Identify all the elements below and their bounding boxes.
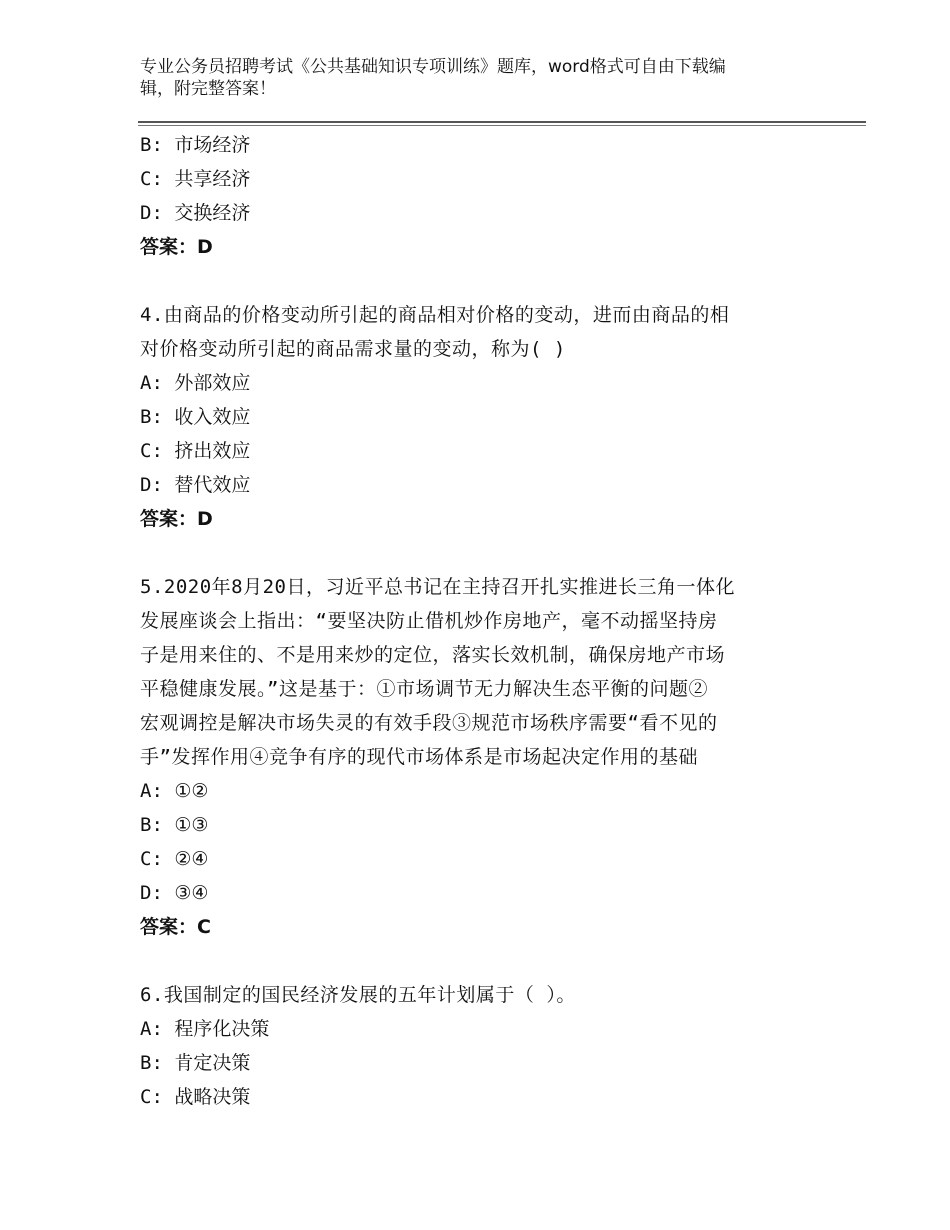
stem-line: 5.2020年8月20日，习近平总书记在主持召开扎实推进长三角一体化 <box>140 576 735 598</box>
question-content <box>140 128 820 1114</box>
spacer <box>140 944 820 978</box>
stem-line: 子是用来住的、不是用来炒的定位，落实长效机制，确保房地产市场 <box>140 644 726 666</box>
stem-line: 发展座谈会上指出：“要坚决防止借机炒作房地产，毫不动摇坚持房 <box>140 610 718 632</box>
option-b: B: 肯定决策 <box>140 1052 251 1074</box>
question-stem <box>140 978 820 1012</box>
stem-line: 宏观调控是解决市场失灵的有效手段③规范市场秩序需要“看不见的 <box>140 712 718 734</box>
option-c: C: 挤出效应 <box>140 440 251 462</box>
spacer <box>140 536 820 570</box>
question-stem <box>140 298 820 366</box>
option-c: C: 战略决策 <box>140 1086 251 1108</box>
option-d: D: 交换经济 <box>140 202 251 224</box>
option-b: B: ①③ <box>140 814 209 836</box>
stem-line: 4.由商品的价格变动所引起的商品相对价格的变动，进而由商品的相 <box>140 304 730 326</box>
question-3-tail <box>140 128 820 264</box>
answer: 答案：D <box>140 236 213 258</box>
page-header <box>140 56 800 100</box>
stem-line: 6.我国制定的国民经济发展的五年计划属于（ ）。 <box>140 984 576 1006</box>
stem-line: 平稳健康发展。”这是基于：①市场调节无力解决生态平衡的问题② <box>140 678 708 700</box>
question-stem <box>140 570 820 774</box>
question-4 <box>140 298 820 536</box>
question-6 <box>140 978 820 1114</box>
answer: 答案：D <box>140 508 213 530</box>
stem-line: 对价格变动所引起的商品需求量的变动，称为( ) <box>140 338 566 360</box>
option-d: D: 替代效应 <box>140 474 251 496</box>
answer: 答案：C <box>140 916 211 938</box>
option-b: B: 市场经济 <box>140 134 251 156</box>
header-rule-thin <box>138 125 866 126</box>
option-a: A: 外部效应 <box>140 372 251 394</box>
option-c: C: 共享经济 <box>140 168 251 190</box>
question-5 <box>140 570 820 944</box>
header-line-1: 专业公务员招聘考试《公共基础知识专项训练》题库，word格式可自由下载编 <box>140 57 726 77</box>
stem-line: 手”发挥作用④竞争有序的现代市场体系是市场起决定作用的基础 <box>140 746 698 768</box>
header-line-2: 辑，附完整答案！ <box>140 79 276 99</box>
option-a: A: 程序化决策 <box>140 1018 270 1040</box>
option-a: A: ①② <box>140 780 209 802</box>
header-rule-thick <box>138 121 866 123</box>
option-d: D: ③④ <box>140 882 209 904</box>
option-b: B: 收入效应 <box>140 406 251 428</box>
option-c: C: ②④ <box>140 848 209 870</box>
spacer <box>140 264 820 298</box>
